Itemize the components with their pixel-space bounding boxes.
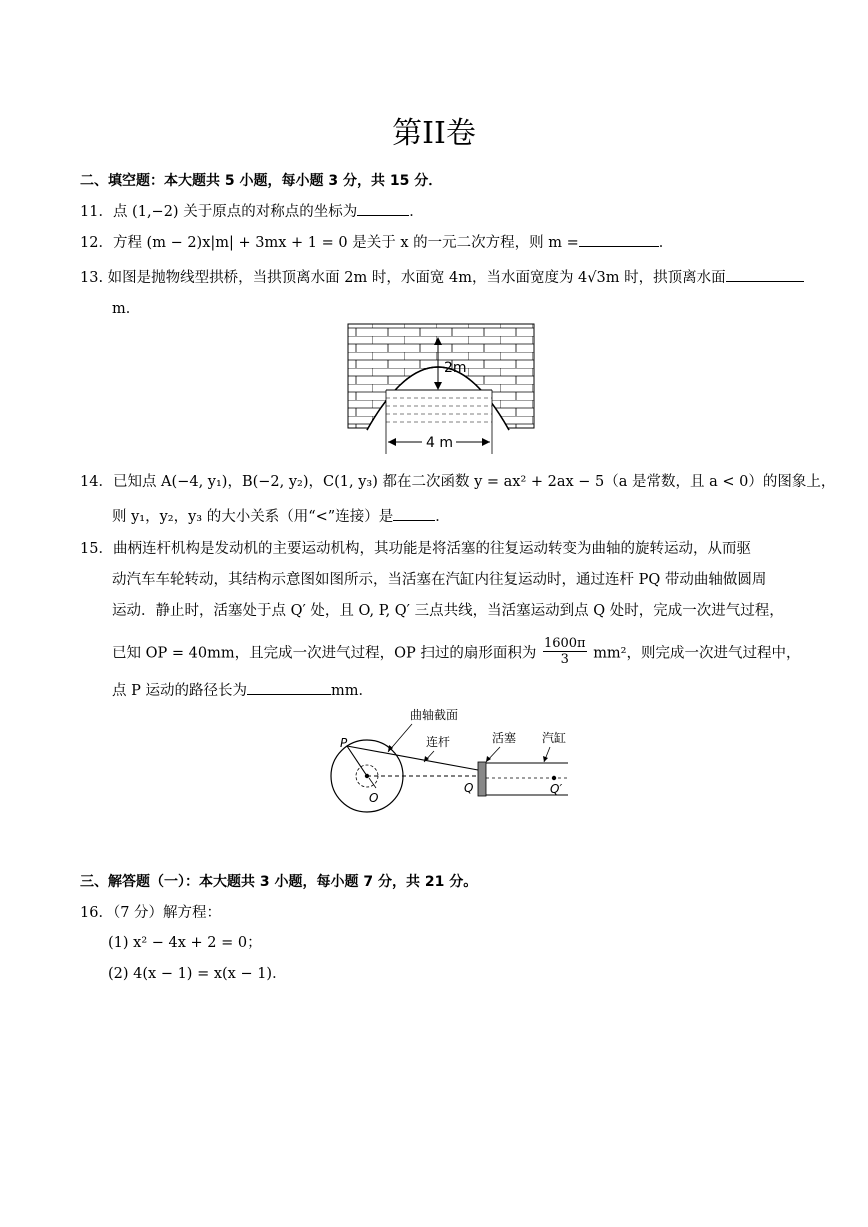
answer-blank-12[interactable] bbox=[579, 232, 659, 247]
page-title: 第II卷 bbox=[392, 116, 476, 151]
label-Q: Q bbox=[464, 781, 474, 795]
question-16: 16．（7 分）解方程： bbox=[80, 905, 222, 921]
label-piston: 活塞 bbox=[492, 731, 517, 745]
question-14: 14．已知点 A(−4, y₁)，B(−2, y₂)，C(1, y₃) 都在二次函数 y = ax² + 2ax − 5（a 是常数，且 a < 0）的图象上， bbox=[80, 474, 836, 490]
question-15-line5 bbox=[112, 679, 373, 700]
label-crank-section: 曲轴截面 bbox=[410, 708, 459, 722]
question-16-part1: (1) x² − 4x + 2 = 0； bbox=[108, 935, 262, 951]
sector-area-fraction bbox=[543, 636, 587, 667]
question-15-line3: 运动．静止时，活塞处于点 Q′ 处，且 O, P, Q′ 三点共线，当活塞运动到点 Q 处时，完成一次进气过程， bbox=[112, 603, 784, 619]
arch-bridge-figure bbox=[340, 320, 540, 456]
question-15-text: 已知 OP = 40mm，且完成一次进气过程，OP 扫过的扇形面积为 bbox=[112, 645, 537, 662]
label-P: P bbox=[340, 736, 348, 750]
question-14-line2 bbox=[112, 505, 450, 526]
label-connecting-rod: 连杆 bbox=[426, 735, 451, 749]
question-13-text: 13. 如图是抛物线型拱桥，当拱顶离水面 2m 时，水面宽 4m，当水面宽度为 4√3m 时，拱顶离水面 bbox=[80, 270, 726, 286]
question-12-end: ． bbox=[658, 235, 674, 251]
crank-mechanism-figure bbox=[322, 702, 584, 818]
question-11-text: 11．点 (1,−2) 关于原点的对称点的坐标为 bbox=[80, 204, 358, 220]
question-15-line4 bbox=[112, 638, 801, 669]
question-11 bbox=[80, 200, 424, 221]
question-13-unit: m． bbox=[112, 301, 141, 317]
question-16-part2: (2) 4(x − 1) = x(x − 1)． bbox=[108, 966, 287, 982]
question-15-unit: mm． bbox=[330, 683, 373, 699]
question-11-end: ． bbox=[409, 204, 424, 220]
answer-blank-11[interactable] bbox=[357, 201, 409, 216]
question-12-text: 12．方程 (m − 2)x|m| + 3mx + 1 = 0 是关于 x 的一元二次方程，则 m = bbox=[80, 235, 579, 251]
question-14-text: 则 y₁，y₂，y₃ 的大小关系（用“<”连接）是 bbox=[112, 509, 394, 525]
height-label: 2m bbox=[444, 360, 467, 376]
question-15-line2: 动汽车车轮转动，其结构示意图如图所示，当活塞在汽缸内往复运动时，通过连杆 PQ 带动曲轴做圆周 bbox=[112, 572, 767, 588]
question-13 bbox=[80, 266, 804, 287]
section3-heading: 三、解答题（一）：本大题共 3 小题，每小题 7 分，共 21 分。 bbox=[80, 874, 478, 890]
section2-heading: 二、填空题：本大题共 5 小题，每小题 3 分，共 15 分． bbox=[80, 173, 443, 189]
question-15-prompt: 点 P 运动的路径长为 bbox=[112, 683, 247, 699]
answer-blank-15[interactable] bbox=[247, 680, 331, 695]
width-label: 4 m bbox=[426, 435, 453, 451]
question-14-end: ． bbox=[435, 509, 450, 525]
piston bbox=[478, 762, 486, 796]
fraction-numerator: 1600π bbox=[543, 636, 586, 651]
label-cylinder: 汽缸 bbox=[542, 731, 567, 745]
fraction-denominator: 3 bbox=[560, 652, 569, 667]
question-15-text-cont: mm²，则完成一次进气过程中， bbox=[593, 645, 801, 662]
question-15-line1: 15．曲柄连杆机构是发动机的主要运动机构，其功能是将活塞的往复运动转变为曲轴的旋转运动，从而驱 bbox=[80, 541, 751, 557]
label-Q-prime: Q′ bbox=[550, 782, 563, 796]
answer-blank-13[interactable] bbox=[726, 267, 804, 282]
label-O: O bbox=[369, 791, 379, 805]
answer-blank-14[interactable] bbox=[393, 506, 435, 521]
question-12 bbox=[80, 231, 673, 252]
